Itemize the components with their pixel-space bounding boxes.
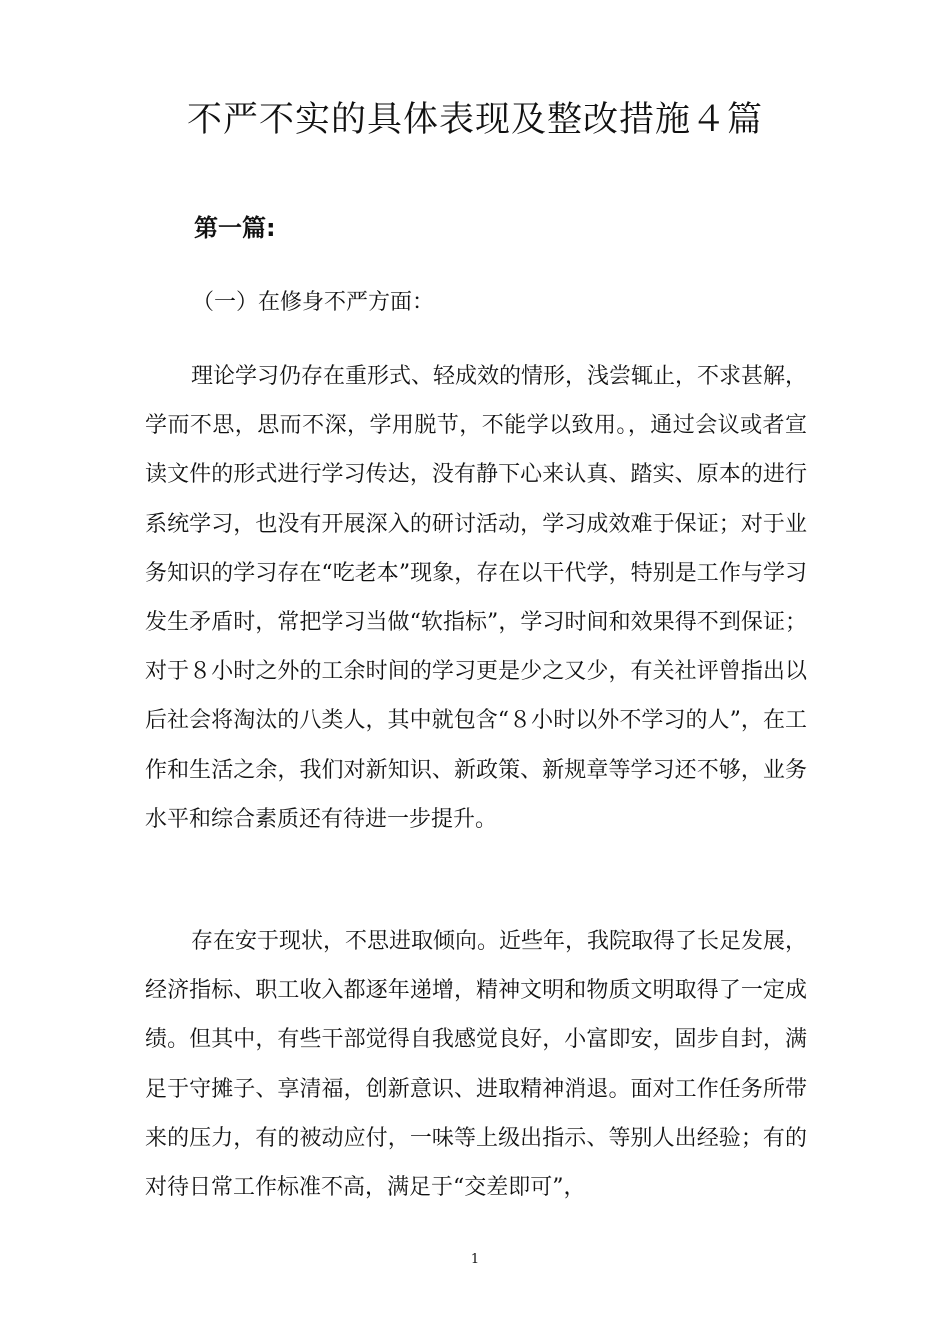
section-heading: 第一篇: (194, 214, 276, 242)
body-paragraph: 理论学习仍存在重形式、轻成效的情形，浅尝辄止，不求甚解，学而不思，思而不深，学用脱节，不能学以致用。，通过会议或者宣读文件的形式进行学习传达，没有静下心来认真、踏实、原本的进行系统学习，也没有开展深入的研讨活动，学习成效难于保证；对于业务知识的学习存在“吃老本”现象，存在以干代学，特别是工作与学习发生矛盾时，常把学习当做“软指标”，学习时间和效果得不到保证；对于８小时之外的工余时间的学习更是少之又少，有关社评曾指出以后社会将淘汰的八类人，其中就包含“８小时以外不学习的人”，在工作和生活之余，我们对新知识、新政策、新规章等学习还不够，业务水平和综合素质还有待进一步提升。 (145, 364, 808, 832)
page-number: 1 (470, 1252, 480, 1267)
subsection-heading: （一）在修身不严方面： (192, 290, 435, 315)
document-title: 不严不实的具体表现及整改措施４篇 (186, 100, 763, 140)
body-paragraph: 存在安于现状，不思进取倾向。近些年，我院取得了长足发展，经济指标、职工收入都逐年递增，精神文明和物质文明取得了一定成绩。但其中，有些干部觉得自我感觉良好，小富即安，固步自封，满足于守摊子、享清福，创新意识、进取精神消退。面对工作任务所带来的压力，有的被动应付，一味等上级出指示、等别人出经验；有的对待日常工作标准不高，满足于“交差即可”， (145, 929, 808, 1201)
